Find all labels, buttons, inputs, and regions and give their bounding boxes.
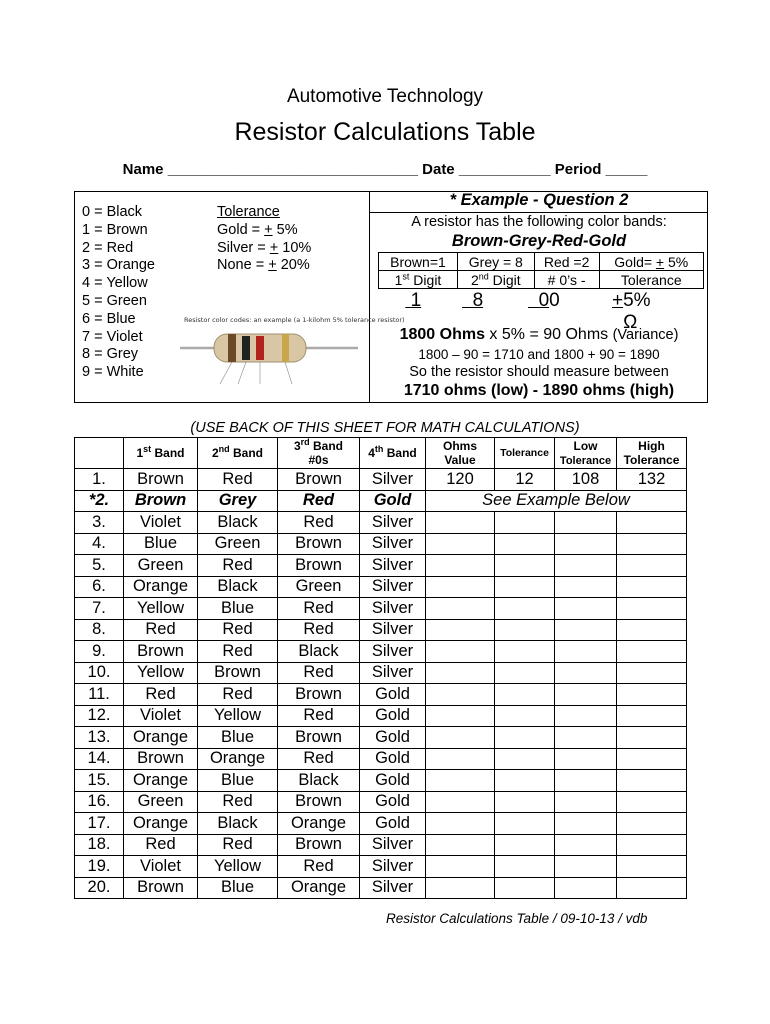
band4-cell: Silver xyxy=(360,576,426,598)
high-tolerance-cell[interactable] xyxy=(617,533,687,555)
band4-cell: Gold xyxy=(360,705,426,727)
low-tolerance-cell[interactable] xyxy=(555,727,617,749)
band4-cell: Gold xyxy=(360,748,426,770)
high-tolerance-cell[interactable] xyxy=(617,598,687,620)
color-code-item: 5 = Green xyxy=(82,292,147,309)
band3-cell: Black xyxy=(278,641,360,663)
tolerance-cell[interactable] xyxy=(495,555,555,577)
ohms-value-cell[interactable] xyxy=(426,791,495,813)
ohms-value-cell[interactable] xyxy=(426,684,495,706)
band1-cell: Orange xyxy=(124,770,198,792)
color-code-item: 1 = Brown xyxy=(82,221,148,238)
high-tolerance-cell[interactable] xyxy=(617,512,687,534)
band2-cell: Black xyxy=(198,512,278,534)
color-code-item: 0 = Black xyxy=(82,204,143,220)
high-tolerance-cell[interactable] xyxy=(617,791,687,813)
band4-cell: Gold xyxy=(360,684,426,706)
period-label: Period xyxy=(554,161,602,178)
band3-cell: Red xyxy=(278,619,360,641)
table-header-row xyxy=(75,438,687,469)
example-divider xyxy=(370,212,708,213)
example-calc-result: 1710 ohms (low) - 1890 ohms (high) xyxy=(403,382,675,399)
low-tolerance-cell[interactable] xyxy=(555,641,617,663)
tolerance-none: None = + 20% xyxy=(217,257,310,274)
band3-cell: Brown xyxy=(278,533,360,555)
row-number: 11. xyxy=(75,684,124,706)
band1-cell: Violet xyxy=(124,705,198,727)
high-tolerance-cell[interactable] xyxy=(617,748,687,770)
band2-cell: Blue xyxy=(198,598,278,620)
band1-cell: Blue xyxy=(124,533,198,555)
high-tolerance-cell[interactable] xyxy=(617,877,687,899)
table-row xyxy=(75,641,687,663)
row-number: 10. xyxy=(75,662,124,684)
row-number: 1. xyxy=(75,469,124,491)
tolerance-list xyxy=(217,204,311,275)
resistor-icon xyxy=(180,316,360,398)
band4-cell: Silver xyxy=(360,641,426,663)
band1-cell: Yellow xyxy=(124,598,198,620)
low-tolerance-cell[interactable]: 108 xyxy=(555,469,617,491)
name-label: Name xyxy=(122,161,164,178)
low-tolerance-cell[interactable] xyxy=(555,555,617,577)
color-code-item: 2 = Red xyxy=(82,239,134,256)
band3-cell: Red xyxy=(278,512,360,534)
row-number: 3. xyxy=(75,512,124,534)
table-row xyxy=(75,576,687,598)
band1-cell: Brown xyxy=(124,490,198,512)
tolerance-gold: Gold = + 5% xyxy=(217,221,298,238)
row-number: *2. xyxy=(75,490,124,512)
band2-cell: Yellow xyxy=(198,856,278,878)
band3-cell: Brown xyxy=(278,727,360,749)
header-ohms-value: Ohms Value xyxy=(426,438,495,469)
band3-cell: Brown xyxy=(278,791,360,813)
table-row xyxy=(75,490,687,512)
ohms-value-cell[interactable] xyxy=(426,641,495,663)
header-high-tolerance: High Tolerance xyxy=(617,438,687,469)
low-tolerance-cell[interactable] xyxy=(555,813,617,835)
band3-cell: Brown xyxy=(278,555,360,577)
ohms-value-cell[interactable] xyxy=(426,662,495,684)
digit-1: 1 xyxy=(410,290,422,311)
row-number: 8. xyxy=(75,619,124,641)
tolerance-silver: Silver = + 10% xyxy=(217,239,312,256)
color-code-item: 3 = Orange xyxy=(82,257,155,274)
digit-tolerance: + 5% Ω xyxy=(612,290,651,333)
example-band4: Gold= + 5% xyxy=(599,253,703,271)
band1-cell: Red xyxy=(124,684,198,706)
row-number: 16. xyxy=(75,791,124,813)
row-number: 5. xyxy=(75,555,124,577)
high-tolerance-cell[interactable] xyxy=(617,727,687,749)
band1-cell: Orange xyxy=(124,727,198,749)
tolerance-cell[interactable] xyxy=(495,598,555,620)
high-tolerance-cell[interactable] xyxy=(617,619,687,641)
example-band1-meaning: 1st Digit xyxy=(379,271,458,289)
ohms-value-cell[interactable] xyxy=(426,576,495,598)
resistor-image-caption: Resistor color codes: an example (a 1-kilohm 5% tolerance resistor) xyxy=(184,316,405,324)
header-tolerance: Tolerance xyxy=(495,438,555,469)
band2-cell: Red xyxy=(198,555,278,577)
see-example-cell: See Example Below xyxy=(426,490,687,512)
example-calc-range: 1800 – 90 = 1710 and 1800 + 90 = 1890 xyxy=(418,347,660,362)
band1-cell: Brown xyxy=(124,469,198,491)
table-row xyxy=(75,555,687,577)
band4-cell: Gold xyxy=(360,490,426,512)
band2-cell: Yellow xyxy=(198,705,278,727)
example-calc-note: So the resistor should measure between xyxy=(409,364,669,380)
band4-cell: Silver xyxy=(360,555,426,577)
band3-cell: Orange xyxy=(278,877,360,899)
row-number: 20. xyxy=(75,877,124,899)
table-row xyxy=(75,512,687,534)
band3-cell: Red xyxy=(278,748,360,770)
name-date-period-row xyxy=(0,161,770,178)
ohms-value-cell[interactable] xyxy=(426,877,495,899)
low-tolerance-cell[interactable] xyxy=(555,834,617,856)
table-row xyxy=(75,469,687,491)
date-label: Date xyxy=(422,161,455,178)
band4-cell: Silver xyxy=(360,619,426,641)
band2-cell: Orange xyxy=(198,748,278,770)
row-number: 12. xyxy=(75,705,124,727)
row-number: 17. xyxy=(75,813,124,835)
header-low-tolerance: Low Tolerance xyxy=(555,438,617,469)
band2-cell: Blue xyxy=(198,770,278,792)
band2-cell: Blue xyxy=(198,877,278,899)
example-title: * Example - Question 2 xyxy=(449,191,629,209)
band1-cell: Orange xyxy=(124,576,198,598)
band4-cell: Silver xyxy=(360,834,426,856)
band2-cell: Red xyxy=(198,641,278,663)
page-title: Resistor Calculations Table xyxy=(234,118,536,146)
low-tolerance-cell[interactable] xyxy=(555,877,617,899)
band1-cell: Brown xyxy=(124,748,198,770)
low-tolerance-cell[interactable] xyxy=(555,533,617,555)
tolerance-cell[interactable] xyxy=(495,662,555,684)
row-number: 4. xyxy=(75,533,124,555)
band3-cell: Red xyxy=(278,856,360,878)
resistor-image xyxy=(180,316,405,398)
header-band1: 1st Band xyxy=(124,438,198,469)
high-tolerance-cell[interactable] xyxy=(617,705,687,727)
row-number: 7. xyxy=(75,598,124,620)
ohms-value-cell[interactable] xyxy=(426,619,495,641)
high-tolerance-cell[interactable] xyxy=(617,834,687,856)
footer: Resistor Calculations Table / 09-10-13 / vdb xyxy=(386,911,648,926)
band1-cell: Brown xyxy=(124,877,198,899)
tolerance-cell[interactable] xyxy=(495,813,555,835)
band3-cell: Red xyxy=(278,490,360,512)
example-calc-variance: 1800 Ohms x 5% = 90 Ohms (Variance) xyxy=(399,326,679,343)
band1-cell: Brown xyxy=(124,641,198,663)
example-intro: A resistor has the following color bands: xyxy=(411,214,667,230)
tolerance-cell[interactable] xyxy=(495,576,555,598)
low-tolerance-cell[interactable] xyxy=(555,770,617,792)
high-tolerance-cell[interactable] xyxy=(617,770,687,792)
row-number: 19. xyxy=(75,856,124,878)
ohms-value-cell[interactable] xyxy=(426,813,495,835)
band3-cell: Red xyxy=(278,705,360,727)
band4-cell: Silver xyxy=(360,662,426,684)
resistor-table xyxy=(74,437,687,899)
ohms-value-cell[interactable] xyxy=(426,770,495,792)
band2-cell: Blue xyxy=(198,727,278,749)
color-code-item: 9 = White xyxy=(82,364,144,381)
ohms-value-cell[interactable]: 120 xyxy=(426,469,495,491)
period-blank[interactable]: _____ xyxy=(605,161,648,178)
header-band4: 4th Band xyxy=(360,438,426,469)
color-code-item: 8 = Grey xyxy=(82,346,139,363)
table-row xyxy=(75,619,687,641)
color-code-list xyxy=(82,204,155,382)
high-tolerance-cell[interactable] xyxy=(617,856,687,878)
row-number: 15. xyxy=(75,770,124,792)
band3-cell: Brown xyxy=(278,684,360,706)
band4-cell: Gold xyxy=(360,727,426,749)
example-band2: Grey = 8 xyxy=(457,253,534,271)
band3-cell: Red xyxy=(278,662,360,684)
band2-cell: Green xyxy=(198,533,278,555)
high-tolerance-cell[interactable] xyxy=(617,641,687,663)
example-bands: Brown-Grey-Red-Gold xyxy=(451,232,627,250)
digit-zeros: 00 xyxy=(538,290,560,311)
band1-cell: Violet xyxy=(124,512,198,534)
high-tolerance-cell[interactable] xyxy=(617,576,687,598)
row-number: 18. xyxy=(75,834,124,856)
band4-cell: Gold xyxy=(360,770,426,792)
example-band-table xyxy=(378,252,704,289)
example-band1: Brown=1 xyxy=(379,253,458,271)
tolerance-cell[interactable] xyxy=(495,641,555,663)
tolerance-cell[interactable] xyxy=(495,619,555,641)
band2-cell: Red xyxy=(198,791,278,813)
high-tolerance-cell[interactable] xyxy=(617,813,687,835)
header-number xyxy=(75,438,124,469)
example-band2-meaning: 2nd Digit xyxy=(457,271,534,289)
band4-cell: Gold xyxy=(360,813,426,835)
tolerance-cell[interactable] xyxy=(495,791,555,813)
digit-2: 8 xyxy=(472,290,484,311)
row-number: 6. xyxy=(75,576,124,598)
color-code-item: 7 = Violet xyxy=(82,328,143,345)
table-row xyxy=(75,684,687,706)
band1-cell: Yellow xyxy=(124,662,198,684)
band3-cell: Red xyxy=(278,598,360,620)
ohms-value-cell[interactable] xyxy=(426,727,495,749)
date-blank[interactable]: ___________ xyxy=(458,161,551,178)
tolerance-cell[interactable] xyxy=(495,684,555,706)
ohms-value-cell[interactable] xyxy=(426,748,495,770)
ohms-value-cell[interactable] xyxy=(426,555,495,577)
name-blank[interactable]: ______________________________ xyxy=(167,161,418,178)
table-row xyxy=(75,791,687,813)
band1-cell: Orange xyxy=(124,813,198,835)
band2-cell: Black xyxy=(198,576,278,598)
band3-cell: Brown xyxy=(278,469,360,491)
band2-cell: Red xyxy=(198,834,278,856)
tolerance-cell[interactable] xyxy=(495,877,555,899)
color-code-item: 4 = Yellow xyxy=(82,275,148,292)
ohms-value-cell[interactable] xyxy=(426,834,495,856)
ohms-value-cell[interactable] xyxy=(426,856,495,878)
table-row xyxy=(75,770,687,792)
example-band3-meaning: # 0’s - xyxy=(534,271,599,289)
band4-cell: Silver xyxy=(360,598,426,620)
low-tolerance-cell[interactable] xyxy=(555,748,617,770)
low-tolerance-cell[interactable] xyxy=(555,856,617,878)
tolerance-cell[interactable] xyxy=(495,748,555,770)
band3-cell: Orange xyxy=(278,813,360,835)
band1-cell: Green xyxy=(124,555,198,577)
low-tolerance-cell[interactable] xyxy=(555,598,617,620)
tolerance-cell[interactable] xyxy=(495,705,555,727)
tolerance-cell[interactable] xyxy=(495,512,555,534)
tolerance-cell[interactable]: 12 xyxy=(495,469,555,491)
table-row xyxy=(75,705,687,727)
band2-cell: Black xyxy=(198,813,278,835)
table-row xyxy=(75,748,687,770)
row-number: 13. xyxy=(75,727,124,749)
color-code-item: 6 = Blue xyxy=(82,310,136,327)
band4-cell: Silver xyxy=(360,512,426,534)
band2-cell: Brown xyxy=(198,662,278,684)
band1-cell: Green xyxy=(124,791,198,813)
tolerance-cell[interactable] xyxy=(495,856,555,878)
example-band3: Red =2 xyxy=(534,253,599,271)
low-tolerance-cell[interactable] xyxy=(555,705,617,727)
band4-cell: Silver xyxy=(360,469,426,491)
ohms-value-cell[interactable] xyxy=(426,533,495,555)
table-row xyxy=(75,834,687,856)
band4-cell: Silver xyxy=(360,533,426,555)
high-tolerance-cell[interactable] xyxy=(617,684,687,706)
ohms-value-cell[interactable] xyxy=(426,512,495,534)
tolerance-cell[interactable] xyxy=(495,770,555,792)
band4-cell: Silver xyxy=(360,856,426,878)
tolerance-cell[interactable] xyxy=(495,727,555,749)
band2-cell: Red xyxy=(198,684,278,706)
band1-cell: Red xyxy=(124,834,198,856)
band3-cell: Black xyxy=(278,770,360,792)
table-row xyxy=(75,727,687,749)
high-tolerance-cell[interactable] xyxy=(617,662,687,684)
subject-heading: Automotive Technology xyxy=(286,86,484,107)
tolerance-heading: Tolerance xyxy=(217,204,280,220)
band2-cell: Grey xyxy=(198,490,278,512)
use-back-note: (USE BACK OF THIS SHEET FOR MATH CALCULATIONS) xyxy=(190,420,580,436)
band2-cell: Red xyxy=(198,619,278,641)
example-band4-meaning: Tolerance xyxy=(599,271,703,289)
low-tolerance-cell[interactable] xyxy=(555,662,617,684)
row-number: 9. xyxy=(75,641,124,663)
header-band3: 3rd Band #0s xyxy=(278,438,360,469)
band3-cell: Brown xyxy=(278,834,360,856)
band1-cell: Red xyxy=(124,619,198,641)
header-band2: 2nd Band xyxy=(198,438,278,469)
ohms-value-cell[interactable] xyxy=(426,598,495,620)
table-row xyxy=(75,813,687,835)
table-row xyxy=(75,662,687,684)
band1-cell: Violet xyxy=(124,856,198,878)
low-tolerance-cell[interactable] xyxy=(555,684,617,706)
row-number: 14. xyxy=(75,748,124,770)
band2-cell: Red xyxy=(198,469,278,491)
high-tolerance-cell[interactable]: 132 xyxy=(617,469,687,491)
low-tolerance-cell[interactable] xyxy=(555,791,617,813)
band4-cell: Gold xyxy=(360,791,426,813)
table-row xyxy=(75,533,687,555)
table-row xyxy=(75,877,687,899)
low-tolerance-cell[interactable] xyxy=(555,512,617,534)
ohms-value-cell[interactable] xyxy=(426,705,495,727)
tolerance-cell[interactable] xyxy=(495,533,555,555)
tolerance-cell[interactable] xyxy=(495,834,555,856)
table-row xyxy=(75,598,687,620)
band4-cell: Silver xyxy=(360,877,426,899)
high-tolerance-cell[interactable] xyxy=(617,555,687,577)
table-row xyxy=(75,856,687,878)
band3-cell: Green xyxy=(278,576,360,598)
low-tolerance-cell[interactable] xyxy=(555,619,617,641)
low-tolerance-cell[interactable] xyxy=(555,576,617,598)
